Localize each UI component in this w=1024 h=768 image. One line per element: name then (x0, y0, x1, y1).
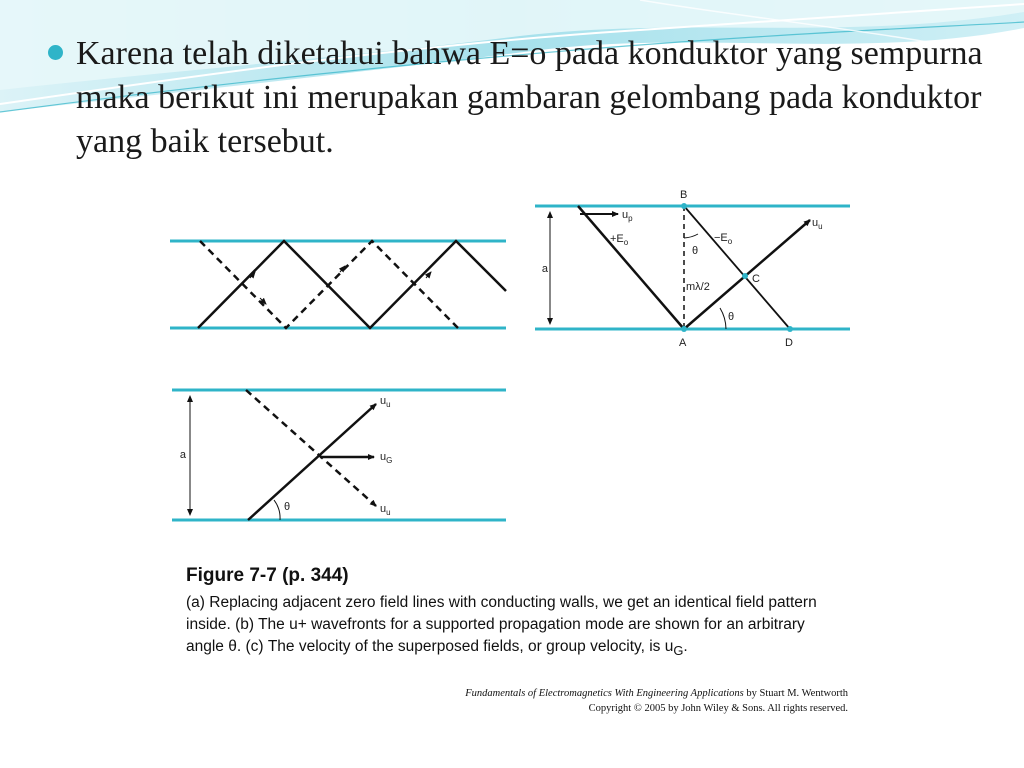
bullet-marker (48, 45, 63, 60)
label-theta-top: θ (692, 245, 699, 257)
diagram-c (172, 390, 506, 520)
caption-title: Figure 7-7 (p. 344) (186, 565, 349, 586)
label-point-a: A (679, 337, 687, 349)
label-m-lambda: mλ/2 (686, 281, 710, 293)
bullet-text: Karena telah diketahui bahwa E=o pada konduktor yang sempurna maka berikut ini merupakan gambaran gelombang pada konduktor yang baik tersebut. (76, 35, 983, 160)
ray-c-up (248, 404, 376, 520)
caption-body: (a) Replacing adjacent zero field lines with conducting walls, we get an identical field pattern inside. (b) The u+ wavefronts for a supported propagation mode are shown for an arbitrary angle θ. (c) The velocity of the superposed fields, or group velocity, is $u_G$. (186, 594, 817, 659)
label-point-c: C (752, 273, 760, 285)
label-point-d: D (785, 337, 793, 349)
theta-arc-c (274, 500, 280, 520)
label-plus-e: $+E_o$ (610, 233, 629, 247)
wavefront-minus-e (684, 206, 790, 329)
label-a-c: a (179, 449, 186, 461)
theta-arc-top (684, 234, 698, 238)
credits-line-1 (465, 686, 848, 701)
point-b (681, 203, 687, 209)
figure-credits (465, 686, 848, 716)
credits-copyright: Copyright © 2005 by John Wiley & Sons. All rights reserved. (588, 703, 848, 714)
label-uu-bottom: $u_u$ (380, 503, 391, 517)
label-a-b: a (541, 263, 548, 275)
diagram-a (170, 241, 506, 328)
ray-c-down (246, 390, 376, 506)
theta-arc-bottom (720, 308, 726, 329)
point-a (681, 326, 687, 332)
label-ug: $u_G$ (380, 451, 393, 465)
arrow-a-4 (426, 272, 431, 278)
label-point-b: B (680, 189, 688, 201)
label-uu-b: $u_u$ (812, 217, 823, 231)
wavefront-plus-e (578, 206, 684, 329)
dashed-zigzag-a (200, 241, 458, 328)
diagram-b (535, 189, 850, 349)
label-theta-bottom: θ (728, 311, 735, 323)
bullet-list (48, 32, 998, 164)
label-theta-c: θ (284, 501, 291, 513)
label-up: $u_p$ (622, 209, 633, 223)
label-minus-e: $-E_o$ (714, 232, 733, 246)
credits-book-title: Fundamentals of Electromagnetics With Engineering Applications (465, 688, 744, 699)
point-d (787, 326, 793, 332)
figure-caption (186, 564, 826, 662)
point-c (742, 273, 748, 279)
label-uu-top: $u_u$ (380, 395, 391, 409)
caption-body-subscript: G (673, 643, 684, 659)
credits-author: by Stuart M. Wentworth (743, 688, 848, 699)
figure-panel (160, 186, 878, 726)
caption-body-text: (a) Replacing adjacent zero field lines with conducting walls, we get an identical field pattern inside. (b) The u+ wavefronts for a supported propagation mode are shown for an arbitrary angle θ. (c) The velocity of the superposed fields, or group velocity, is u (186, 594, 817, 655)
